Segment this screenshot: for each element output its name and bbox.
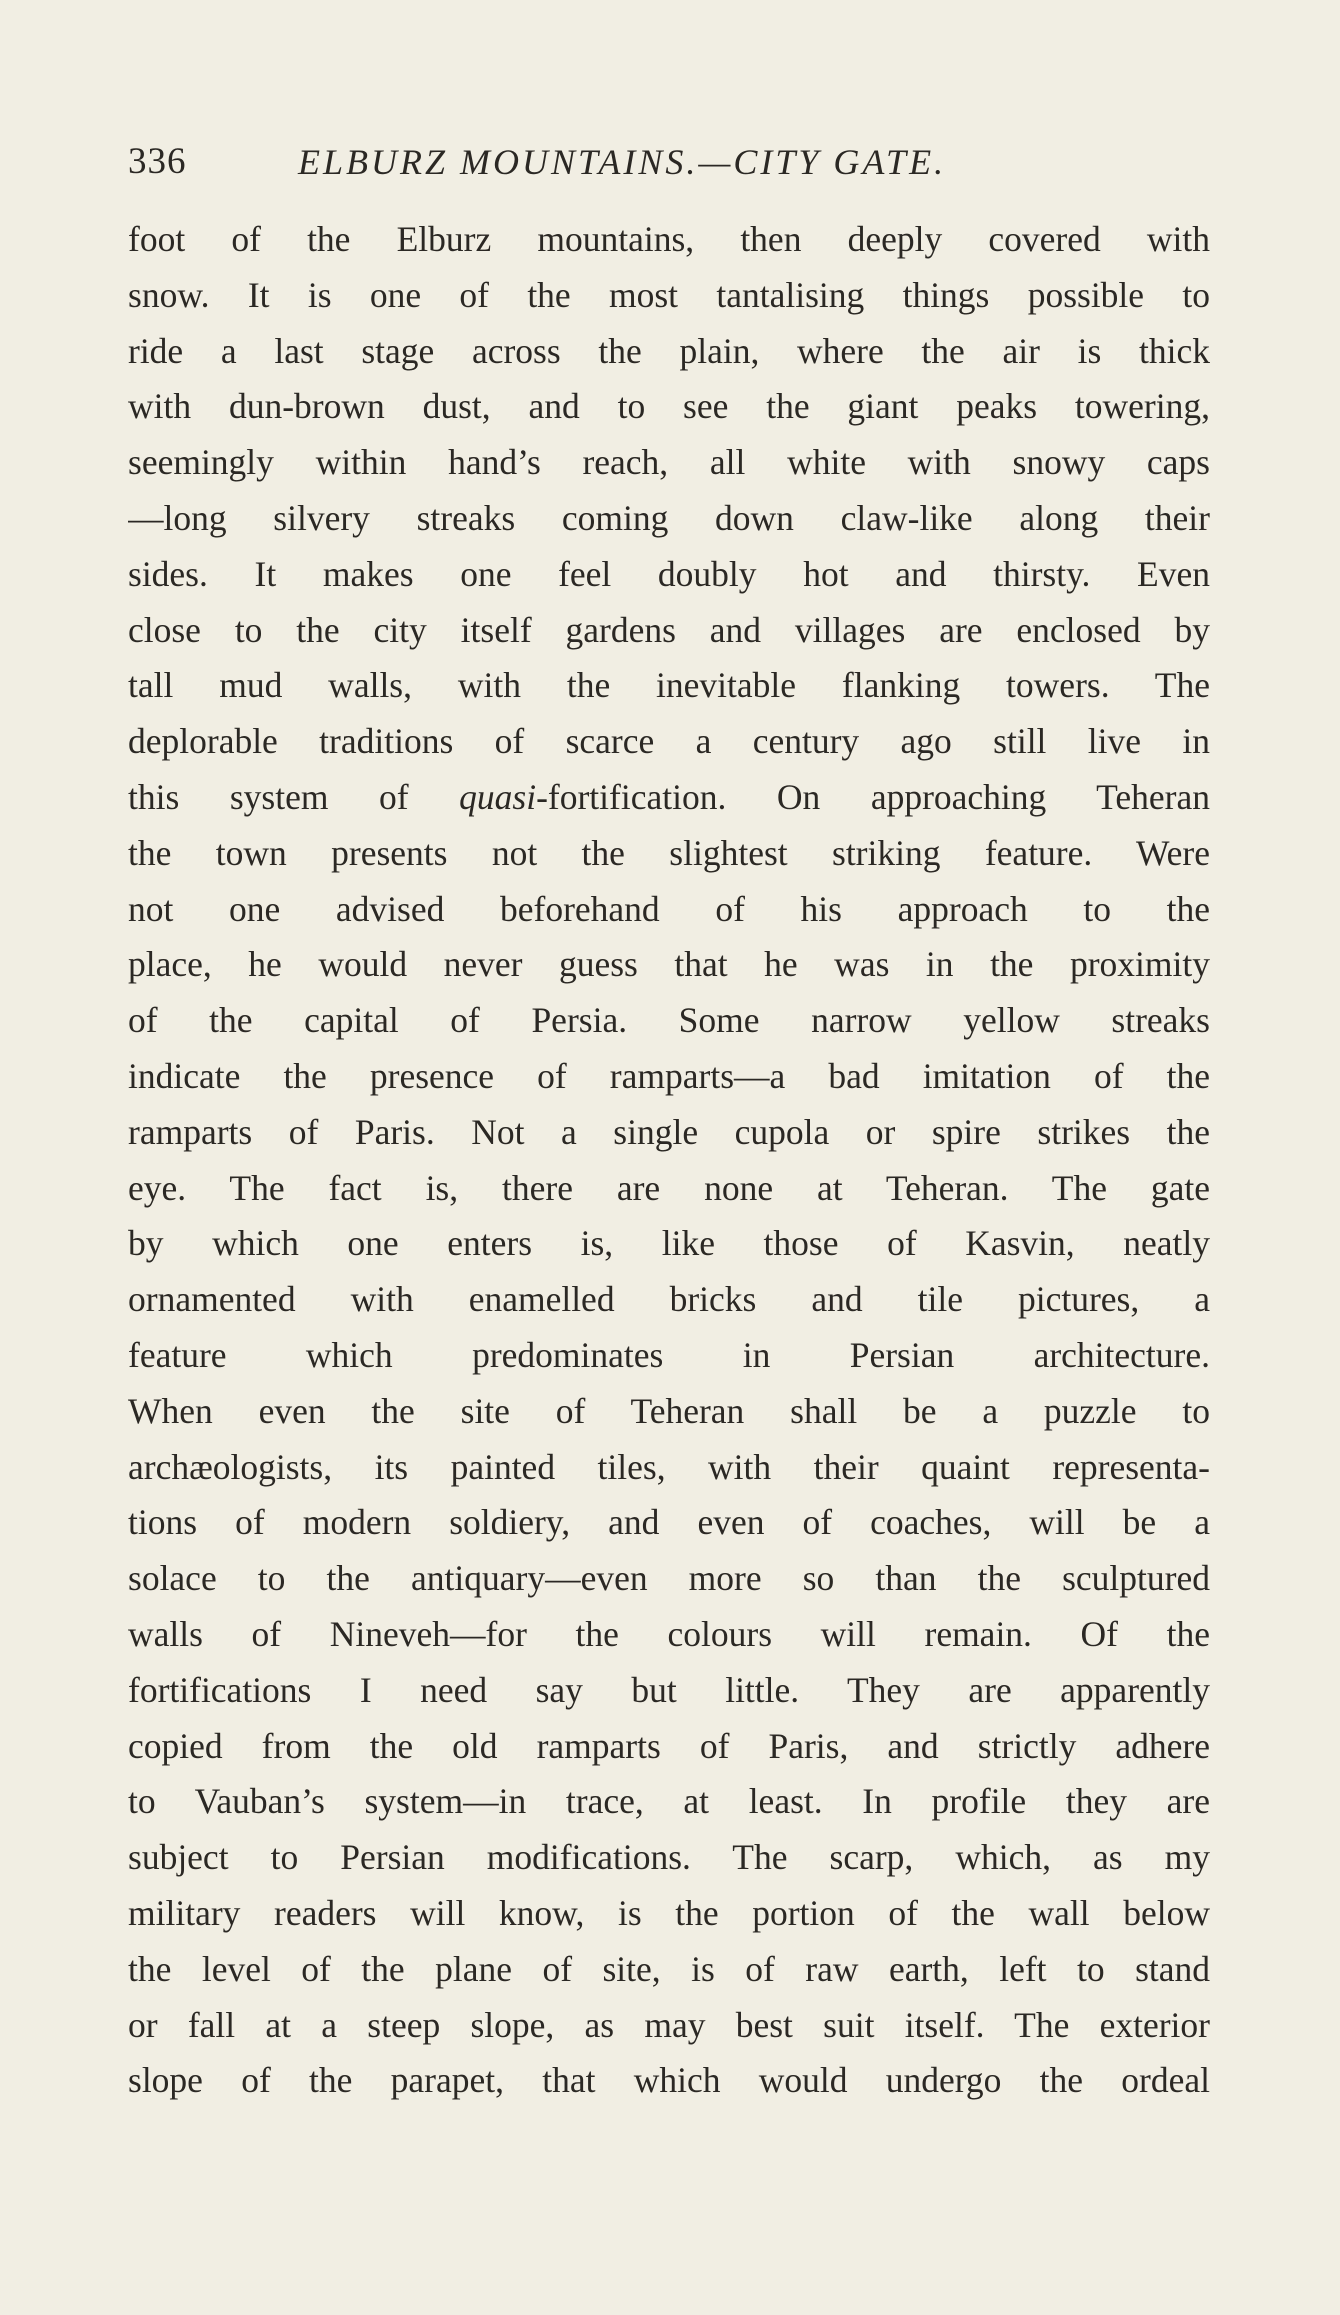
text-line: slope of the parapet, that which would undergo the ordeal [128, 2060, 1210, 2101]
text-line: foot of the Elburz mountains, then deeply covered with [128, 219, 1210, 259]
text-line: military readers will know, is the portion of the wall below [128, 1892, 1210, 1933]
text-line: tions of modern soldiery, and even of coaches, will be a [128, 1502, 1210, 1543]
text-line: archæologists, its painted tiles, with their quaint representa- [128, 1446, 1210, 1487]
italic-quasi: quasi [459, 776, 537, 817]
text-line: not one advised beforehand of his approach to the [128, 888, 1210, 929]
text-line: indicate the presence of ramparts—a bad imitation of the [128, 1055, 1210, 1096]
page-number: 336 [128, 141, 187, 182]
text-line: to Vauban’s system—in trace, at least. In profile they are [128, 1781, 1210, 1822]
text-line-quasi-before: this system of [128, 776, 460, 817]
text-line: of the capital of Persia. Some narrow yellow streaks [128, 1000, 1210, 1041]
text-line: subject to Persian modifications. The scarp, which, as my [128, 1837, 1210, 1878]
text-line: —long silvery streaks coming down claw-like along their [128, 497, 1210, 538]
text-line: sides. It makes one feel doubly hot and thirsty. Even [128, 553, 1210, 594]
text-line: walls of Nineveh—for the colours will remain. Of the [128, 1613, 1210, 1654]
text-line: seemingly within hand’s reach, all white with snowy caps [128, 442, 1210, 483]
text-line: snow. It is one of the most tantalising things possible to [128, 274, 1210, 315]
text-line: deplorable traditions of scarce a century ago still live in [128, 721, 1210, 762]
text-line: place, he would never guess that he was in the proximity [128, 944, 1210, 985]
text-line: tall mud walls, with the inevitable flanking towers. The [128, 665, 1210, 706]
text-line: ornamented with enamelled bricks and tile pictures, a [128, 1279, 1210, 1320]
text-line: close to the city itself gardens and villages are enclosed by [128, 609, 1210, 650]
text-line: When even the site of Teheran shall be a puzzle to [128, 1390, 1210, 1431]
text-line: eye. The fact is, there are none at Teheran. The gate [128, 1167, 1210, 1208]
text-line: fortifications I need say but little. They are apparently [128, 1669, 1210, 1710]
text-line-quasi [128, 770, 1210, 826]
text-line: the level of the plane of site, is of raw earth, left to stand [128, 1948, 1210, 1989]
text-line: ramparts of Paris. Not a single cupola or spire strikes the [128, 1111, 1210, 1152]
text-line: copied from the old ramparts of Paris, and strictly adhere [128, 1725, 1210, 1766]
text-line: solace to the antiquary—even more so than the sculptured [128, 1558, 1210, 1599]
body-text [128, 212, 1210, 2109]
text-line: or fall at a steep slope, as may best suit itself. The exterior [128, 2004, 1210, 2045]
page-header [128, 132, 1208, 192]
text-line: the town presents not the slightest striking feature. Were [128, 832, 1210, 873]
text-line: by which one enters is, like those of Kasvin, neatly [128, 1223, 1210, 1264]
text-line: with dun-brown dust, and to see the giant peaks towering, [128, 386, 1210, 427]
text-line-quasi-after: -fortification. On approaching Teheran [536, 776, 1210, 817]
running-head: ELBURZ MOUNTAINS.—CITY GATE. [298, 142, 947, 182]
text-line: ride a last stage across the plain, where the air is thick [128, 330, 1210, 371]
text-line: feature which predominates in Persian architecture. [128, 1334, 1210, 1375]
